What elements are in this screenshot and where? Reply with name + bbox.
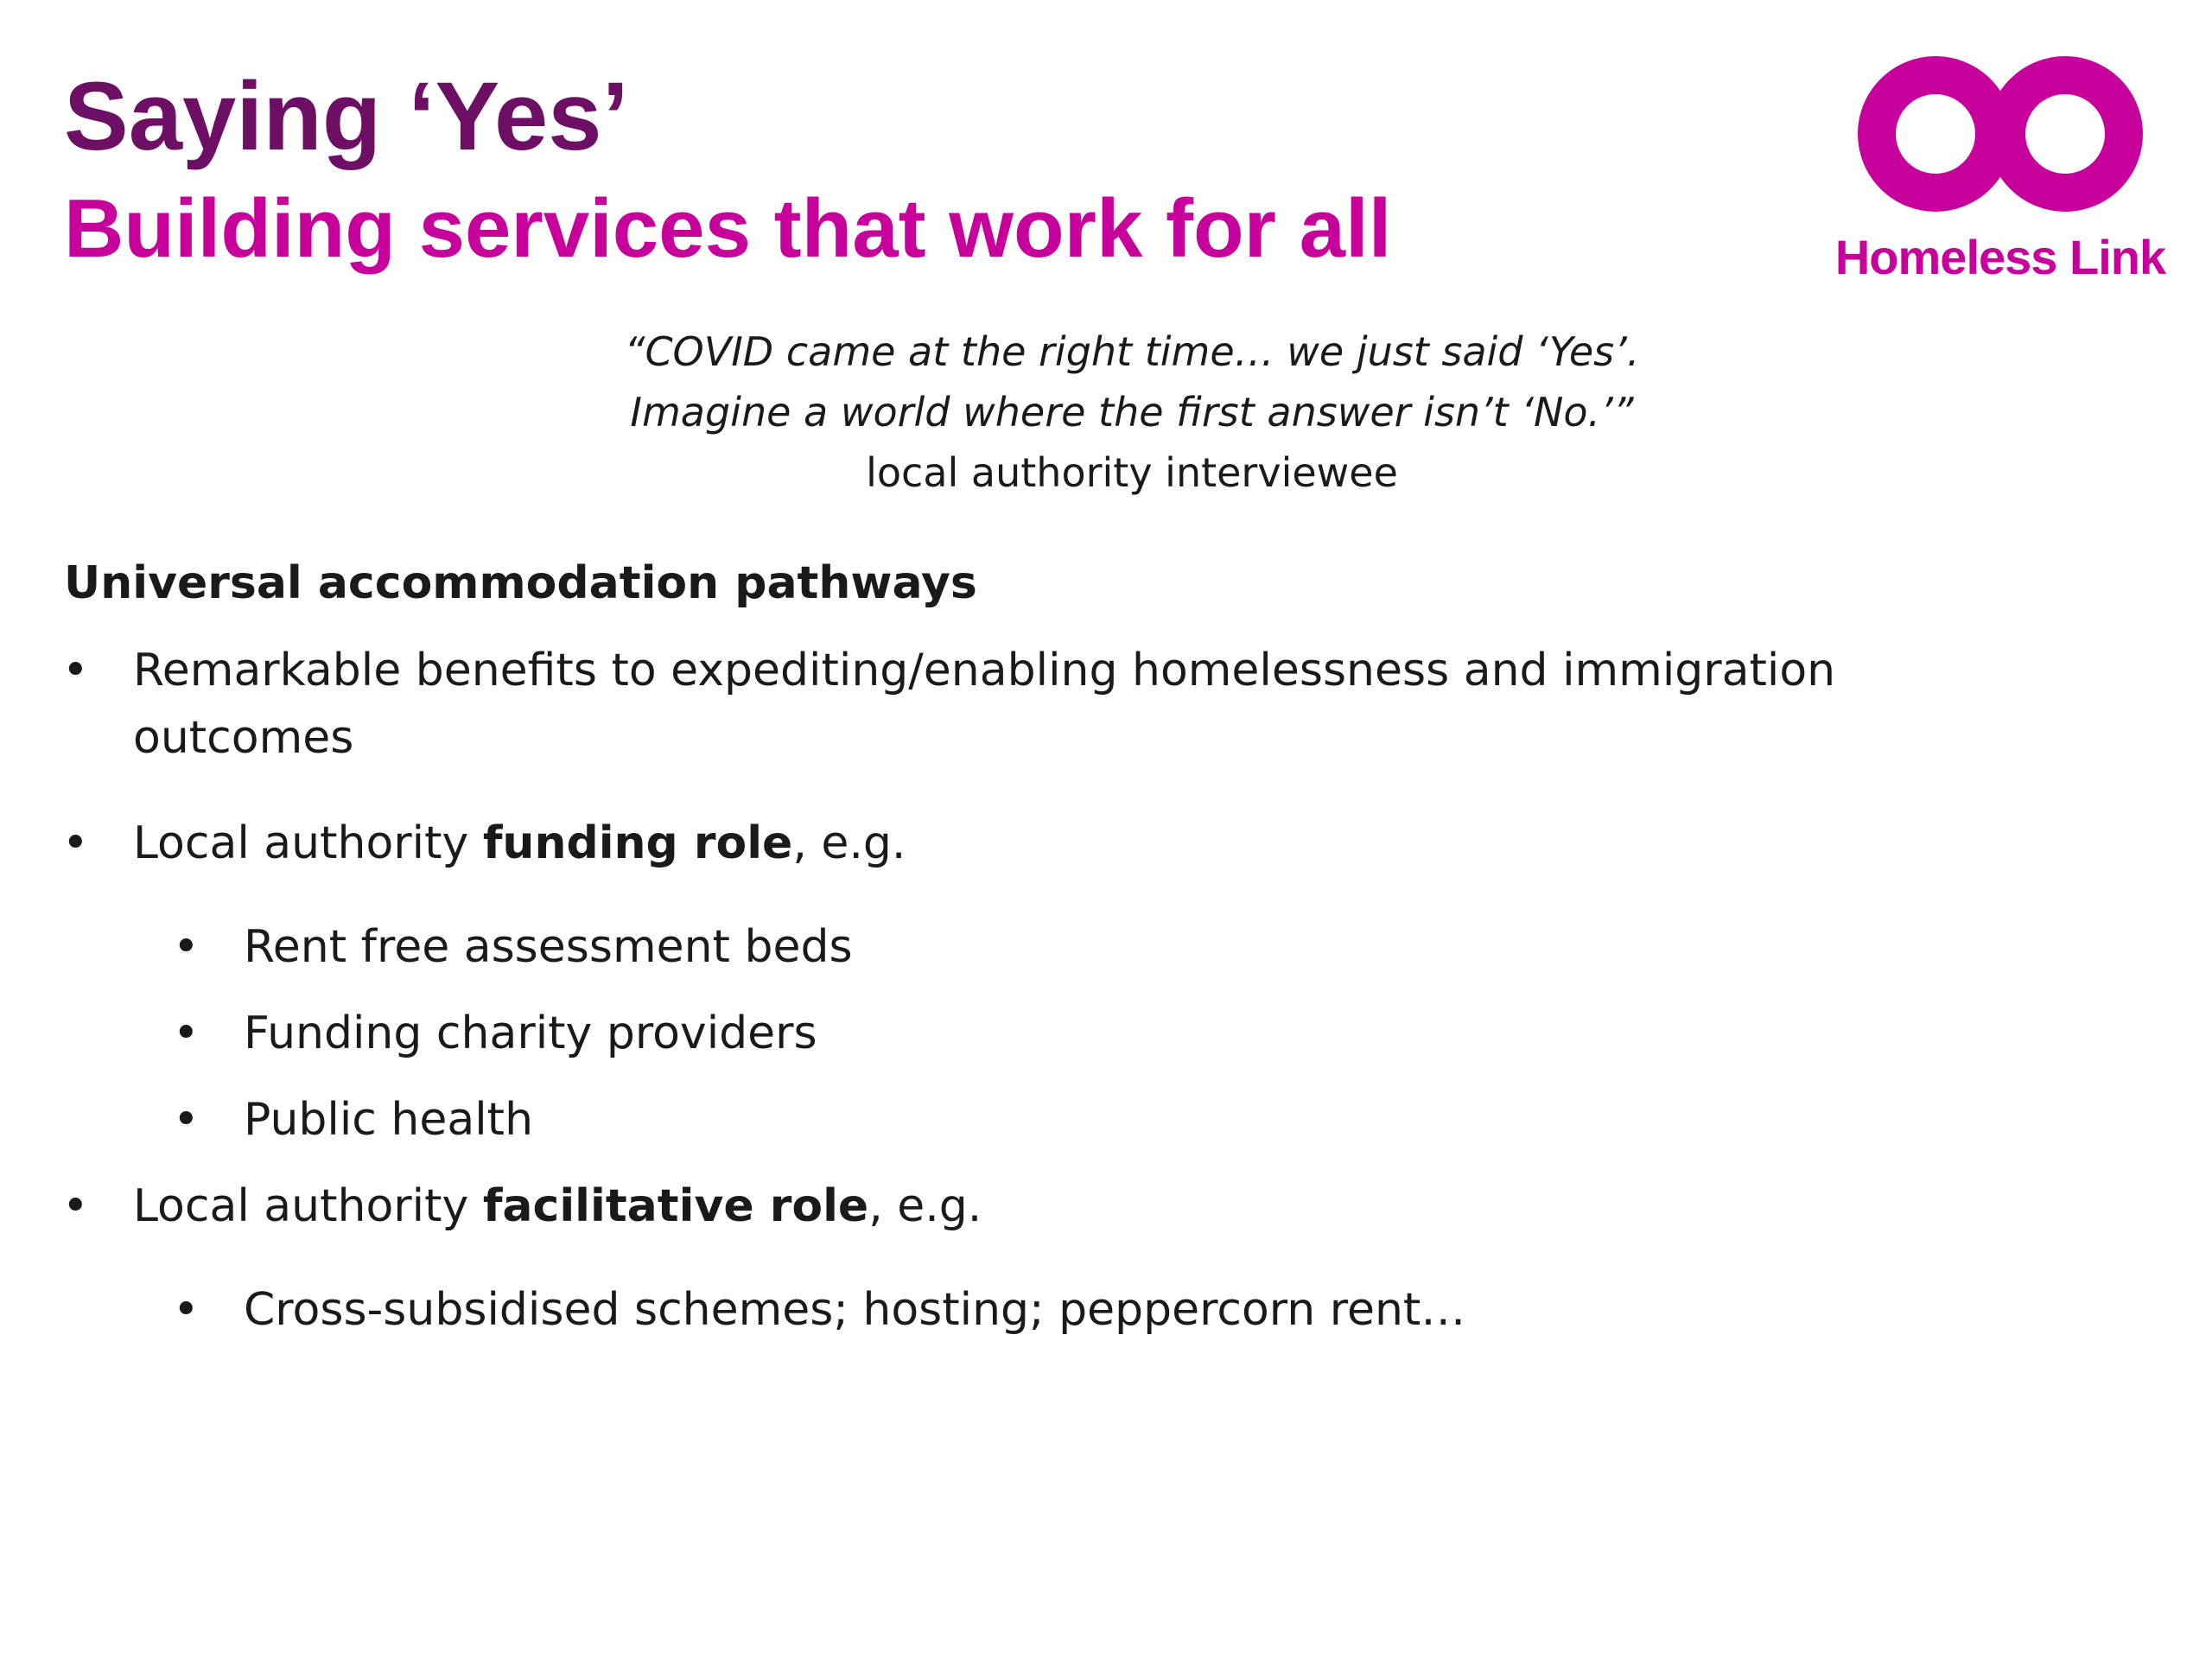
bullet-dot: • xyxy=(173,1094,200,1146)
bullet-text xyxy=(133,637,1948,772)
bullet-line: outcomes xyxy=(133,712,354,764)
sub-bullet-text: Funding charity providers xyxy=(244,1007,817,1059)
section-heading: Universal accommodation pathways xyxy=(64,557,977,609)
sub-bullet-text: Public health xyxy=(244,1094,534,1146)
homeless-link-logo xyxy=(1815,52,2186,294)
quote-line-2: Imagine a world where the first answer isn’t ‘No.’” xyxy=(630,389,1634,435)
bullet-prefix: Local authority xyxy=(133,817,483,869)
bullet-bold: funding role xyxy=(482,817,793,869)
sub-bullet-text: Cross-subsidised schemes; hosting; peppercorn rent… xyxy=(244,1284,1466,1336)
bullet-suffix: , e.g. xyxy=(868,1180,982,1232)
bullet-dot: • xyxy=(62,645,89,696)
bullet-bold: facilitative role xyxy=(482,1180,869,1232)
sub-bullet-text: Rent free assessment beds xyxy=(244,921,853,973)
bullet-dot: • xyxy=(173,1284,200,1336)
bullet-prefix: Local authority xyxy=(133,1180,483,1232)
bullet-dot: • xyxy=(173,921,200,973)
bullet-dot: • xyxy=(62,1180,89,1232)
infinity-rings-logo-icon xyxy=(1858,52,2143,233)
bullet-dot: • xyxy=(62,817,89,869)
logo-wordmark: Homeless Link xyxy=(1834,230,2166,284)
bullet-line: Remarkable benefits to expediting/enabling homelessness and immigration xyxy=(133,645,1836,696)
quote-block xyxy=(0,321,2212,503)
bullet-suffix: , e.g. xyxy=(792,817,906,869)
bullet-text xyxy=(133,810,1948,877)
bullet-text xyxy=(133,1173,1948,1240)
quote-line-1: “COVID came at the right time… we just said ‘Yes’. xyxy=(624,328,1640,375)
quote-attribution: local authority interviewee xyxy=(866,449,1398,496)
slide-subtitle: Building services that work for all xyxy=(64,182,1392,275)
bullet-dot: • xyxy=(173,1007,200,1059)
slide-title: Saying ‘Yes’ xyxy=(64,62,629,170)
